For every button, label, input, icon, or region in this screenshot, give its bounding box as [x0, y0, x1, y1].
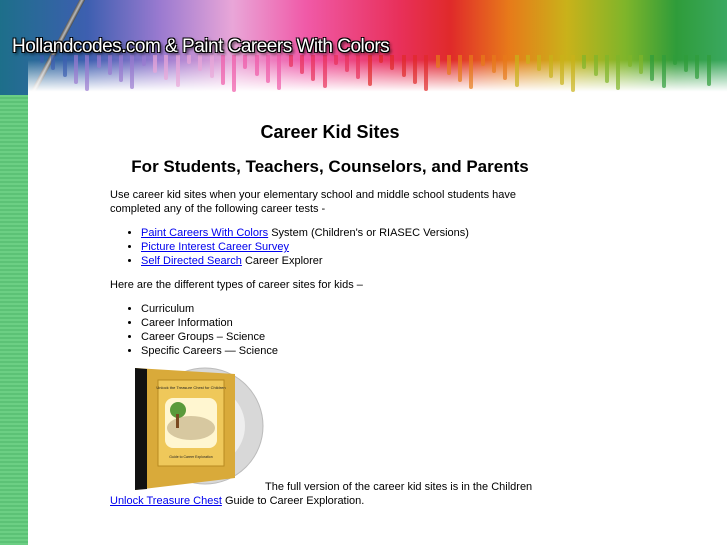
paint-drip — [549, 55, 553, 78]
paint-drip — [130, 55, 134, 89]
list-item: • Career Information — [141, 316, 550, 330]
paint-drip — [176, 55, 180, 87]
page-subtitle: For Students, Teachers, Counselors, and Parents — [131, 157, 529, 176]
picture-interest-link[interactable]: Picture Interest Career Survey — [141, 241, 289, 253]
career-tests-list — [110, 226, 550, 268]
header-banner — [0, 0, 727, 100]
paint-drip — [447, 55, 451, 75]
self-directed-search-link[interactable]: Self Directed Search — [141, 255, 242, 267]
paint-drip — [673, 55, 677, 65]
paint-drip — [458, 55, 462, 82]
paint-drip — [63, 55, 67, 77]
product-text: The full version of the career kid sites is in the Children — [265, 481, 533, 493]
paint-drip — [311, 55, 315, 81]
paint-drip — [402, 55, 406, 77]
paint-drip — [255, 55, 259, 76]
site-types-list — [110, 302, 550, 358]
paint-drip — [594, 55, 598, 76]
paint-drip — [390, 55, 394, 70]
cover-title: Unlock the Treasure Chest for Children — [156, 385, 226, 390]
paint-drip — [277, 55, 281, 90]
list-item — [141, 226, 550, 240]
paint-drip — [695, 55, 699, 79]
main-content — [110, 120, 550, 508]
paint-drip — [650, 55, 654, 81]
list-item — [141, 240, 550, 254]
paint-drip — [74, 55, 78, 84]
paint-drip — [85, 55, 89, 91]
paint-drip — [571, 55, 575, 92]
paint-drip — [469, 55, 473, 89]
paint-drip — [684, 55, 688, 72]
paint-drip — [616, 55, 620, 90]
list-item — [141, 254, 550, 268]
unlock-treasure-chest-link[interactable]: Unlock Treasure Chest — [110, 495, 222, 507]
product-text-end: Guide to Career Exploration. — [221, 495, 365, 507]
list-item-text: Career Explorer — [241, 255, 323, 267]
paint-drip — [628, 55, 632, 67]
paint-drip — [515, 55, 519, 87]
list-item: • Specific Careers — Science — [141, 344, 550, 358]
list-item-text: System (Children's or RIASEC Versions) — [268, 227, 469, 239]
paint-drip — [582, 55, 586, 69]
paint-drip — [481, 55, 485, 66]
paint-drip — [413, 55, 417, 84]
paint-drip — [164, 55, 168, 80]
paint-careers-link[interactable]: Paint Careers With Colors — [141, 227, 269, 239]
paint-drip — [232, 55, 236, 92]
paint-drip — [119, 55, 123, 82]
paint-drip — [639, 55, 643, 74]
cover-subtitle: Guide to Career Exploration — [169, 455, 213, 459]
list-item: • Career Groups – Science — [141, 330, 550, 344]
list-item: • Curriculum — [141, 302, 550, 316]
paint-drip — [492, 55, 496, 73]
paint-drip — [266, 55, 270, 83]
left-border-strip — [0, 95, 28, 545]
paint-drip — [707, 55, 711, 86]
paint-drip — [108, 55, 112, 75]
paint-drip — [323, 55, 327, 88]
paint-drip — [503, 55, 507, 80]
paint-drip — [662, 55, 666, 88]
paint-drip — [210, 55, 214, 78]
page-title: Career Kid Sites — [260, 122, 400, 142]
types-intro: Here are the different types of career sites for kids – — [110, 279, 363, 291]
paint-drip — [526, 55, 530, 64]
paint-drip — [436, 55, 440, 68]
paint-drip — [537, 55, 541, 71]
paint-drip — [221, 55, 225, 85]
paint-drip — [560, 55, 564, 85]
intro-text: Use career kid sites when your elementary school and middle school students have completed any of the following career tests - — [110, 189, 516, 215]
site-title: Hollandcodes.com & Paint Careers With Colors — [12, 36, 390, 57]
paint-drip — [605, 55, 609, 83]
paint-drip — [356, 55, 360, 79]
product-cd-image — [110, 366, 265, 494]
paint-drip — [424, 55, 428, 91]
paint-drip — [368, 55, 372, 86]
